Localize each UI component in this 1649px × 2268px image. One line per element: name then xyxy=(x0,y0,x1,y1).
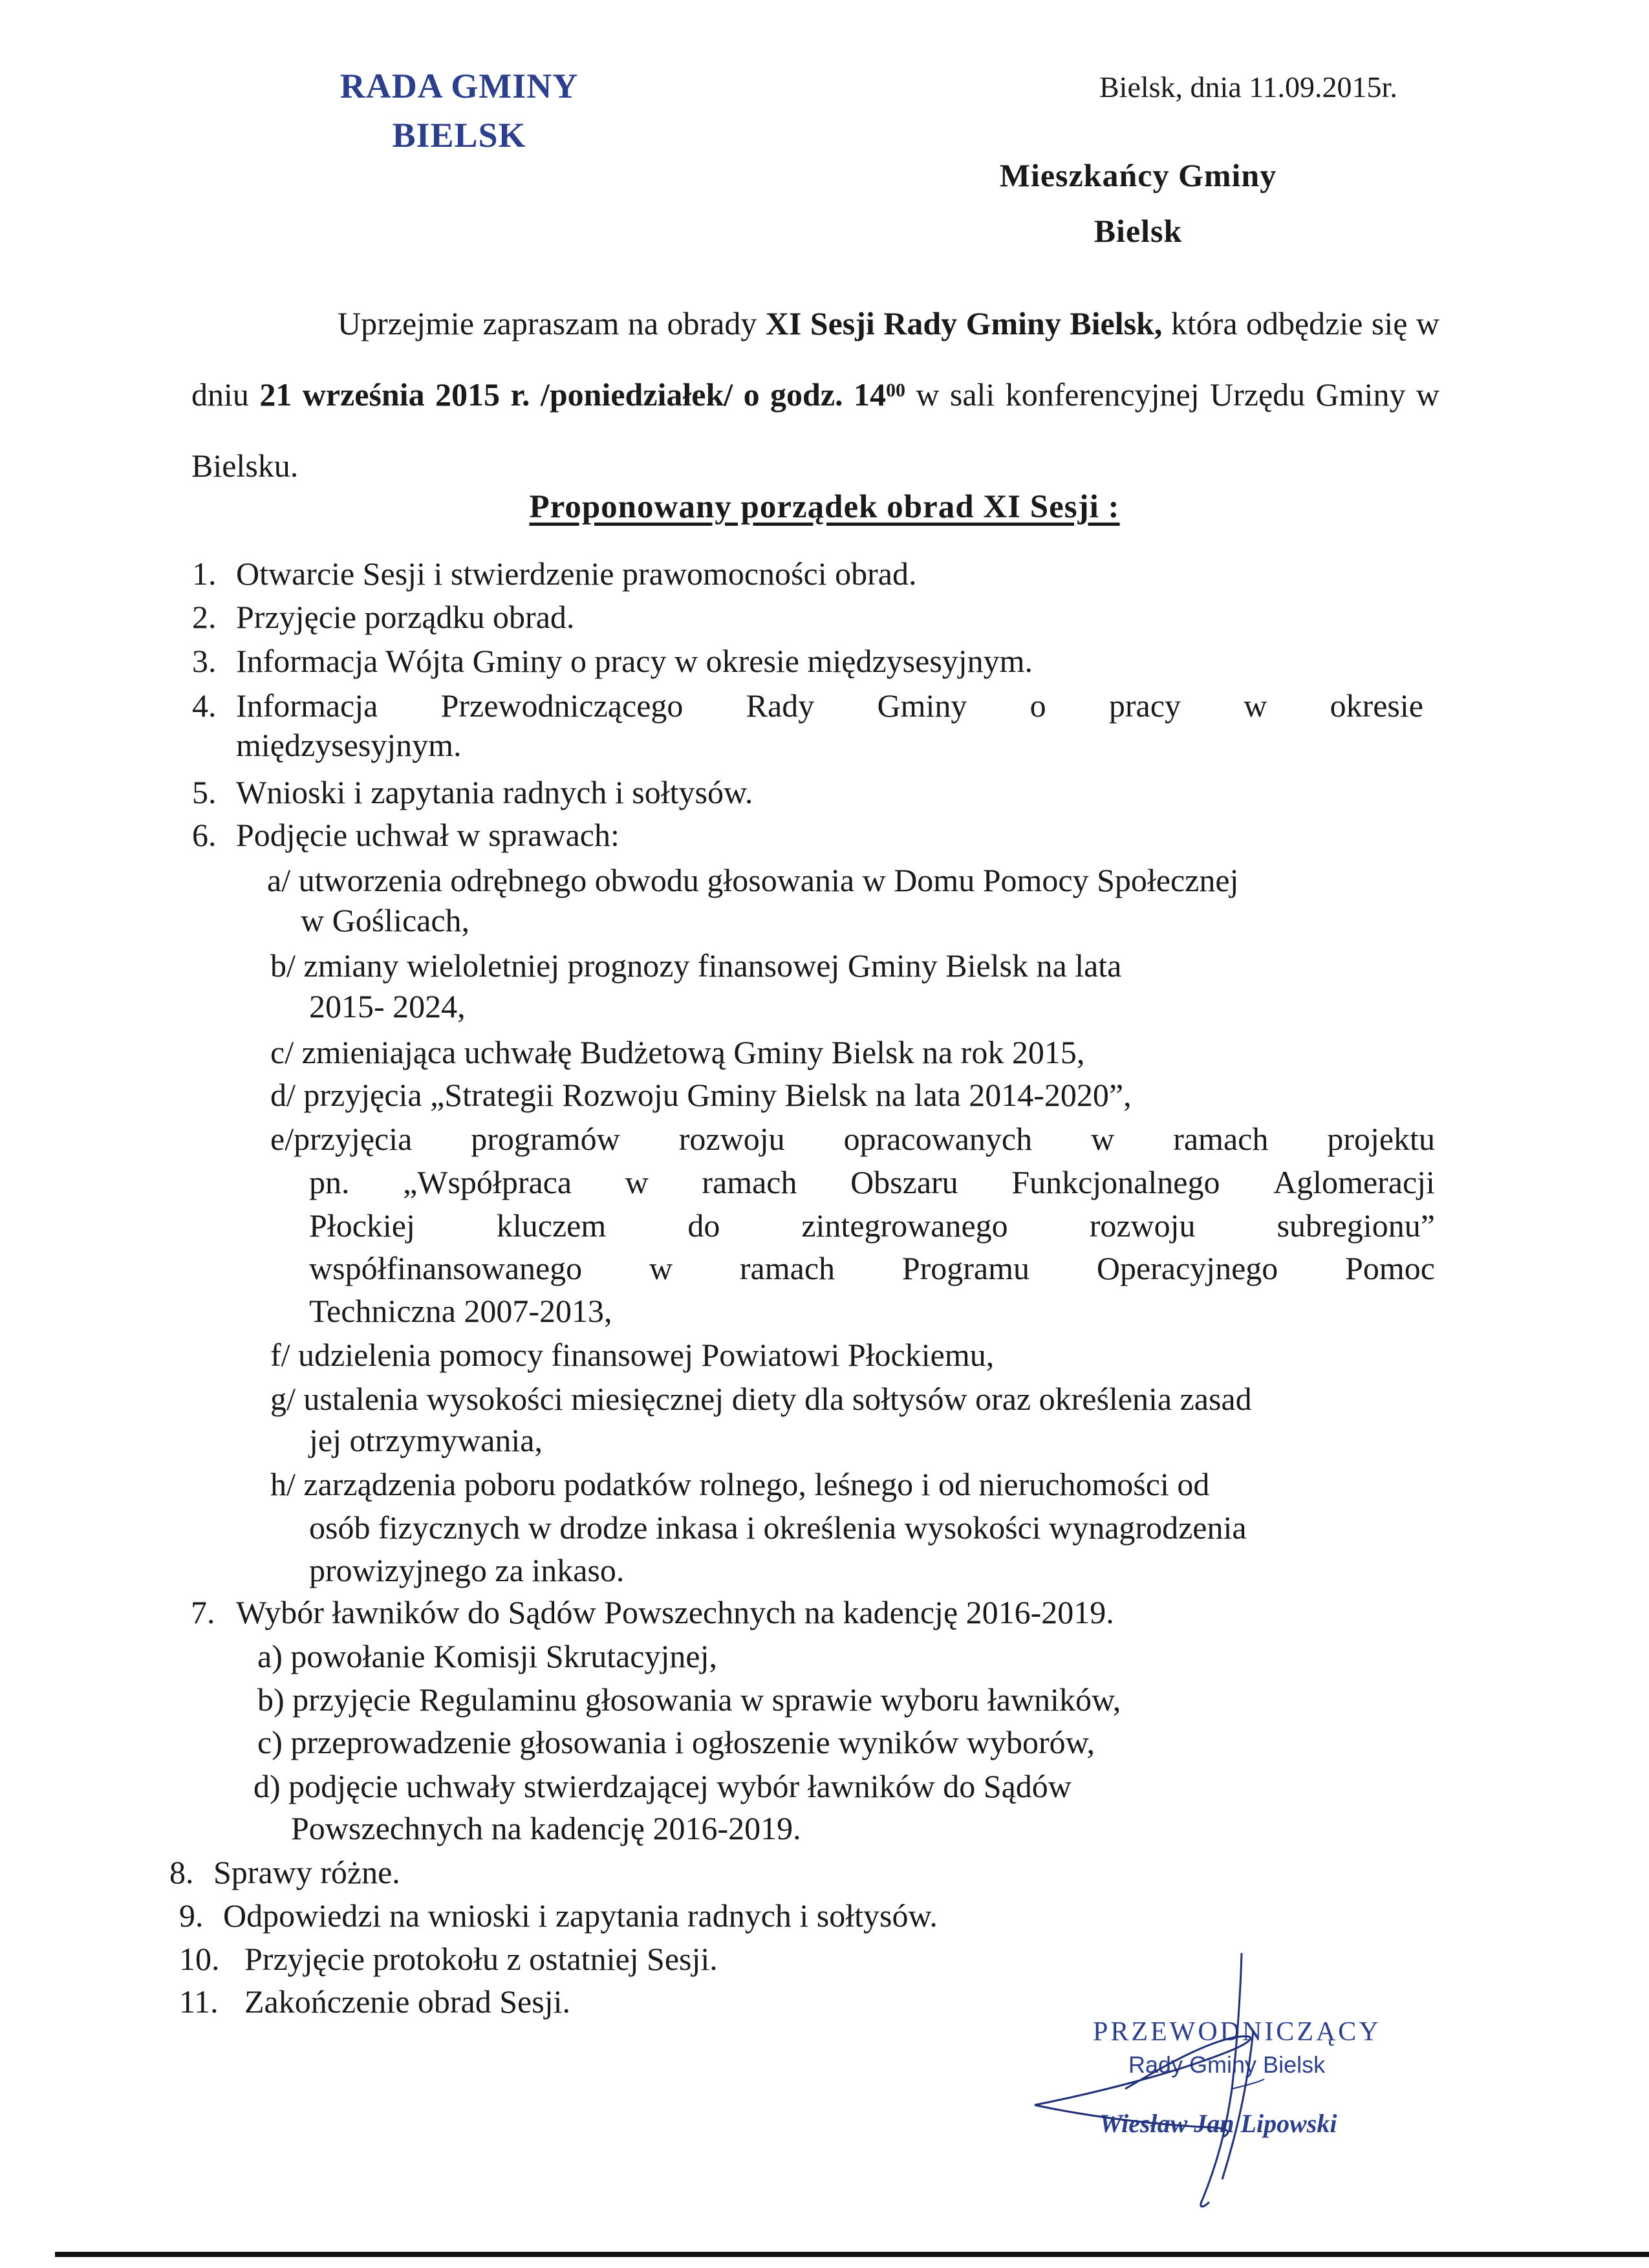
word: e/przyjęcia xyxy=(270,1121,413,1157)
word: Aglomeracji xyxy=(1273,1164,1435,1200)
word: „Współpraca xyxy=(403,1164,572,1200)
signature-name: Wiesław Jan Lipowski xyxy=(1099,2109,1337,2138)
agenda-item xyxy=(236,687,1423,724)
sub-item-7d-continued: Powszechnych na kadencję 2016-2019. xyxy=(291,1810,801,1846)
sub-item-7a: a) powołanie Komisji Skrutacyjnej, xyxy=(257,1638,717,1674)
agenda-number: 4. xyxy=(192,687,217,724)
word: w xyxy=(1091,1121,1115,1157)
sub-item-7d: d) podjęcie uchwały stwierdzającej wybór ławników do Sądów xyxy=(253,1768,1072,1804)
signature-stamp xyxy=(1009,1953,1423,2225)
sub-item-g: g/ ustalenia wysokości miesięcznej diety dla sołtysów oraz określenia zasad xyxy=(270,1381,1252,1417)
sub-item-7c: c) przeprowadzenie głosowania i ogłoszenie wyników wyborów, xyxy=(257,1724,1095,1760)
sub-item-d: d/ przyjęcia „Strategii Rozwoju Gminy Bielsk na lata 2014-2020”, xyxy=(270,1077,1132,1113)
agenda-number: 2. xyxy=(192,599,217,635)
agenda-number: 10. xyxy=(179,1941,220,1977)
word: subregionu” xyxy=(1277,1207,1435,1244)
agenda-item: Sprawy różne. xyxy=(213,1854,400,1890)
word: ramach xyxy=(739,1250,835,1286)
word: Gminy xyxy=(877,687,967,724)
intro-session-date: 21 września 2015 r. /poniedziałek/ o godz. 14 xyxy=(259,376,886,413)
sub-item-b-continued: 2015- 2024, xyxy=(309,988,466,1024)
intro-time-minutes: 00 xyxy=(885,380,905,401)
sub-item-h-line-2: osób fizycznych w drodze inkasa i określenia wysokości wynagrodzenia xyxy=(309,1509,1247,1546)
handwritten-signature-icon xyxy=(1009,1953,1423,2225)
agenda-number: 3. xyxy=(192,643,217,679)
agenda-item: Zakończenie obrad Sesji. xyxy=(244,1983,570,2020)
signature-title: PRZEWODNICZĄCY xyxy=(1093,2017,1381,2047)
stamp-line-2: BIELSK xyxy=(392,116,526,155)
agenda-number: 9. xyxy=(179,1897,204,1934)
agenda-item: Podjęcie uchwał w sprawach: xyxy=(236,817,620,853)
addressee-line-1: Mieszkańcy Gminy xyxy=(999,157,1277,193)
agenda-item: Odpowiedzi na wnioski i zapytania radnych i sołtysów. xyxy=(223,1897,938,1934)
word: w xyxy=(625,1164,649,1200)
sub-item-e xyxy=(270,1120,1435,1158)
sub-item-e-line-3 xyxy=(309,1207,1435,1244)
word: opracowanych xyxy=(843,1121,1033,1157)
word: okresie xyxy=(1330,687,1423,724)
agenda-item: Wnioski i zapytania radnych i sołtysów. xyxy=(236,774,753,810)
word: Informacja xyxy=(236,687,378,724)
sub-item-a: a/ utworzenia odrębnego obwodu głosowania w Domu Pomocy Społecznej xyxy=(267,862,1239,898)
sub-item-c: c/ zmieniająca uchwałę Budżetową Gminy Bielsk na rok 2015, xyxy=(270,1034,1085,1070)
word: w xyxy=(649,1250,673,1286)
word: zintegrowanego xyxy=(801,1207,1008,1244)
word: o xyxy=(1029,687,1046,724)
word: Pomoc xyxy=(1345,1250,1435,1286)
sub-item-b: b/ zmiany wieloletniej prognozy finansowej Gminy Bielsk na lata xyxy=(270,947,1122,984)
word: projektu xyxy=(1327,1121,1435,1157)
word: pn. xyxy=(309,1164,350,1200)
agenda-number: 1. xyxy=(192,556,217,592)
agenda-item: Otwarcie Sesji i stwierdzenie prawomocności obrad. xyxy=(236,556,917,592)
word: Przewodniczącego xyxy=(440,687,684,724)
sub-item-e-line-5: Techniczna 2007-2013, xyxy=(309,1293,612,1329)
sub-item-h-line-3: prowizyjnego za inkaso. xyxy=(309,1552,625,1588)
word: Programu xyxy=(901,1250,1030,1286)
sub-item-7b: b) przyjęcie Regulaminu głosowania w sprawie wyboru ławników, xyxy=(257,1681,1121,1718)
sub-item-h: h/ zarządzenia poboru podatków rolnego, leśnego i od nieruchomości od xyxy=(270,1466,1210,1502)
sub-item-f: f/ udzielenia pomocy finansowej Powiatowi Płockiemu, xyxy=(270,1337,995,1373)
word: rozwoju xyxy=(1089,1207,1196,1244)
word: programów xyxy=(471,1121,620,1157)
council-stamp xyxy=(285,61,634,160)
word: do xyxy=(687,1207,720,1244)
word: rozwoju xyxy=(678,1121,785,1157)
word: współfinansowanego xyxy=(309,1250,583,1286)
addressee xyxy=(931,147,1345,259)
intro-session-name: XI Sesji Rady Gminy Bielsk, xyxy=(765,305,1163,341)
sub-item-g-continued: jej otrzymywania, xyxy=(309,1422,543,1458)
document-date: Bielsk, dnia 11.09.2015r. xyxy=(1099,70,1397,103)
agenda-item: Informacja Wójta Gminy o pracy w okresie międzysesyjnym. xyxy=(236,643,1033,679)
agenda-item: Przyjęcie protokołu z ostatniej Sesji. xyxy=(244,1941,718,1977)
invitation-paragraph xyxy=(191,288,1439,501)
sub-item-e-line-2 xyxy=(309,1163,1435,1201)
agenda-number: 8. xyxy=(169,1854,194,1890)
intro-text-3: w sali konferencyjnej Urzędu Gminy w Bielsku. xyxy=(191,376,1439,484)
agenda-item: Wybór ławników do Sądów Powszechnych na kadencję 2016-2019. xyxy=(236,1594,1114,1630)
agenda-number: 11. xyxy=(179,1983,219,2020)
intro-text-2: która odbędzie się w dniu xyxy=(191,305,1439,413)
agenda-number: 5. xyxy=(192,774,217,810)
agenda-number: 7. xyxy=(191,1594,215,1630)
intro-text-1: Uprzejmie zapraszam na obrady xyxy=(338,305,766,341)
word: w xyxy=(1244,687,1267,724)
agenda-number: 6. xyxy=(192,817,217,853)
stamp-line-1: RADA GMINY xyxy=(339,67,579,105)
addressee-line-2: Bielsk xyxy=(1094,213,1183,249)
word: Płockiej xyxy=(309,1207,415,1244)
scan-edge-line xyxy=(55,2252,1649,2257)
agenda-heading: Proponowany porządek obrad XI Sesji : xyxy=(529,489,1120,525)
word: pracy xyxy=(1108,687,1181,724)
word: Rady xyxy=(746,687,815,724)
word: ramach xyxy=(702,1164,797,1200)
word: Operacyjnego xyxy=(1096,1250,1278,1286)
word: Funkcjonalnego xyxy=(1011,1164,1220,1200)
word: kluczem xyxy=(496,1207,607,1244)
sub-item-a-continued: w Goślicach, xyxy=(301,902,470,938)
word: ramach xyxy=(1173,1121,1269,1157)
agenda-item: Przyjęcie porządku obrad. xyxy=(236,599,575,635)
word: Obszaru xyxy=(850,1164,958,1200)
sub-item-e-line-4 xyxy=(309,1249,1435,1287)
agenda-item-continued: międzysesyjnym. xyxy=(236,727,462,763)
signature-organization: Rady Gminy Bielsk xyxy=(1128,2051,1326,2078)
